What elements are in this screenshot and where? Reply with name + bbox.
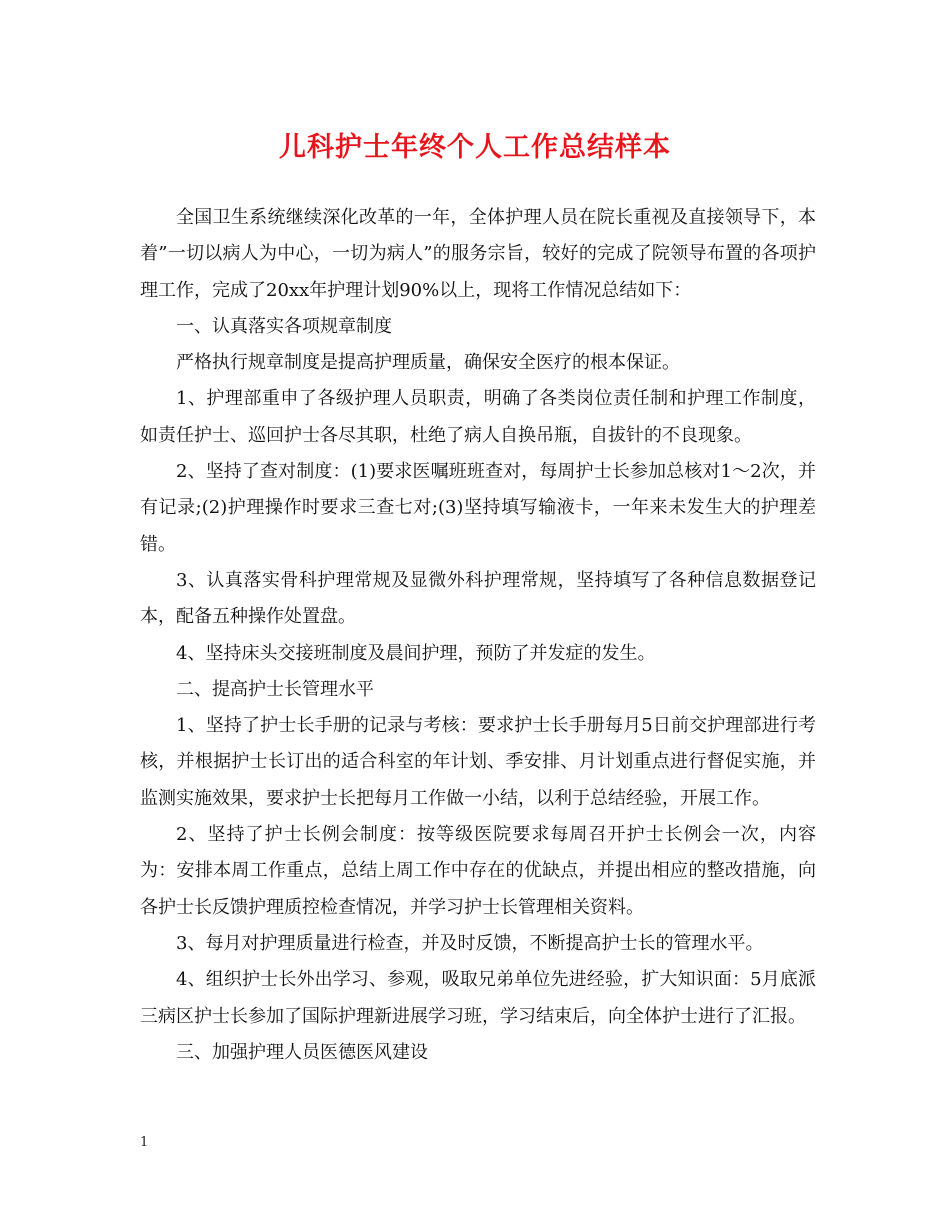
paragraph: 严格执行规章制度是提高护理质量，确保安全医疗的根本保证。 — [176, 352, 680, 374]
section-heading-2: 二、提高护士长管理水平 — [176, 678, 374, 700]
section-heading-1: 一、认真落实各项规章制度 — [176, 315, 392, 337]
paragraph: 1、护理部重申了各级护理人员职责，明确了各类岗位责任制和护理工作制度，如责任护士、巡回护士各尽其职，杜绝了病人自换吊瓶，自拔针的不良现象。 — [140, 388, 816, 446]
section-heading-3: 三、加强护理人员医德医风建设 — [176, 1041, 428, 1063]
paragraph: 2、坚持了护士长例会制度：按等级医院要求每周召开护士长例会一次，内容为：安排本周工作重点，总结上周工作中存在的优缺点，并提出相应的整改措施，向各护士长反馈护理质控检查情况，并学习护士长管理相关资料。 — [140, 824, 816, 918]
paragraph: 4、坚持床头交接班制度及晨间护理，预防了并发症的发生。 — [176, 642, 656, 664]
paragraph: 2、坚持了查对制度：(1)要求医嘱班班查对，每周护士长参加总核对1～2次，并有记录;(2)护理操作时要求三查七对;(3)坚持填写输液卡，一年来未发生大的护理差错。 — [140, 461, 816, 555]
paragraph: 3、认真落实骨科护理常规及显微外科护理常规，坚持填写了各种信息数据登记本，配备五种操作处置盘。 — [140, 569, 816, 628]
paragraph-intro: 全国卫生系统继续深化改革的一年，全体护理人员在院长重视及直接领导下，本着”一切以病人为中心，一切为病人”的服务宗旨，较好的完成了院领导布置的各项护理工作，完成了20xx年护理计划90%以上，现将工作情况总结如下： — [140, 207, 816, 301]
paragraph: 3、每月对护理质量进行检查，并及时反馈，不断提高护士长的管理水平。 — [176, 932, 764, 954]
paragraph: 4、组织护士长外出学习、参观，吸取兄弟单位先进经验，扩大知识面：5月底派三病区护士长参加了国际护理新进展学习班，学习结束后，向全体护士进行了汇报。 — [140, 969, 816, 1027]
paragraph: 1、坚持了护士长手册的记录与考核：要求护士长手册每月5日前交护理部进行考核，并根据护士长订出的适合科室的年计划、季安排、月计划重点进行督促实施，并监测实施效果，要求护士长把每月工作做一小结，以利于总结经验，开展工作。 — [140, 715, 816, 809]
document-body — [140, 200, 816, 1071]
document-title: 儿科护士年终个人工作总结样本 — [279, 132, 671, 163]
page-number: 1 — [140, 1135, 149, 1150]
